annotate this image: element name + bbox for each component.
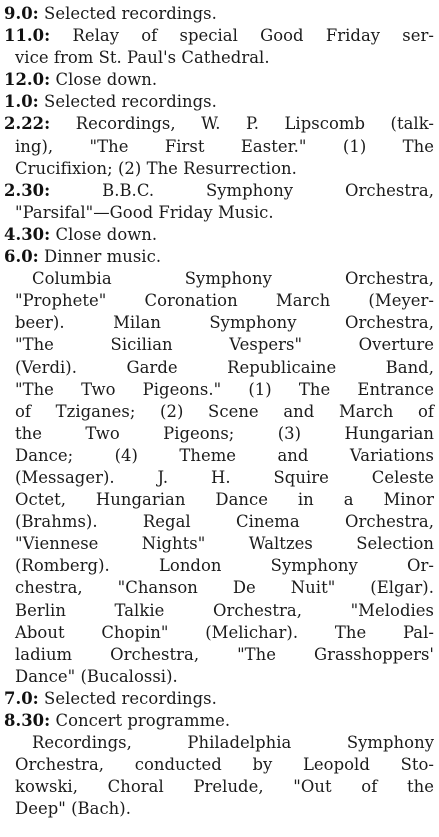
listing-entry (4, 3, 434, 25)
radio-programme-listing (4, 3, 434, 820)
listing-text: Close down. (55, 224, 158, 244)
paragraph-line: (Verdi). Garde Republicaine Band, (15, 357, 434, 377)
listing-text: Dinner music. (44, 247, 162, 267)
paragraph-line: (Brahms). Regal Cinema Orchestra, (15, 512, 434, 532)
paragraph-line: kowski, Choral Prelude, "Out of the (15, 777, 434, 797)
listing-entry (4, 180, 434, 202)
paragraph-line: chestra, "Chanson De Nuit" (Elgar). (15, 578, 434, 598)
paragraph-line: Dance; (4) Theme and Variations (15, 445, 434, 465)
listing-time: 1.0: (4, 92, 39, 112)
paragraph-line: of Tziganes; (2) Scene and March of (15, 401, 434, 421)
listing-time: 8.30: (4, 711, 51, 730)
paragraph-line: Orchestra, conducted by Leopold Sto- (15, 755, 434, 775)
paragraph-line: (Messager). J. H. Squire Celeste (15, 467, 434, 487)
listing-time: 2.30: (4, 180, 51, 200)
listing-entry (4, 25, 434, 47)
listing-entry (4, 710, 434, 732)
listing-entry (4, 246, 434, 268)
paragraph-line: "The Two Pigeons." (1) The Entrance (15, 379, 434, 399)
listing-text: Close down. (55, 70, 158, 90)
listing-time: 4.30: (4, 224, 51, 244)
listing-time: 2.22: (4, 114, 51, 134)
listing-time: 6.0: (4, 247, 39, 267)
paragraph-line: "The Sicilian Vespers" Overture (15, 335, 434, 355)
listing-entry (4, 688, 434, 710)
listing-text: Relay of special Good Friday ser- (72, 26, 434, 46)
paragraph-line: (Romberg). London Symphony Or- (15, 556, 434, 576)
listing-text: Selected recordings. (44, 92, 217, 112)
listing-text: Selected recordings. (44, 688, 217, 708)
paragraph-line: ladium Orchestra, "The Grasshoppers' (15, 644, 434, 664)
paragraph-line: Octet, Hungarian Dance in a Minor (15, 490, 434, 510)
paragraph-line: About Chopin" (Melichar). The Pal- (15, 622, 434, 642)
paragraph-line: Deep" (Bach). (15, 799, 131, 819)
listing-time: 11.0: (4, 26, 51, 46)
paragraph-line: the Two Pigeons; (3) Hungarian (15, 423, 434, 443)
listing-text: Recordings, W. P. Lipscomb (talk- (75, 114, 435, 134)
listing-text-continued: "Parsifal"—Good Friday Music. (15, 202, 274, 222)
listing-text: Selected recordings. (44, 4, 217, 23)
paragraph-line: Dance" (Bucalossi). (15, 666, 178, 686)
paragraph-line: "Viennese Nights" Waltzes Selection (15, 534, 434, 554)
listing-entry (4, 113, 434, 135)
listing-entry (4, 224, 434, 246)
paragraph-line: "Prophete" Coronation March (Meyer- (15, 291, 434, 311)
paragraph-line: beer). Milan Symphony Orchestra, (15, 313, 434, 333)
listing-text-continued: Crucifixion; (2) The Resurrection. (15, 158, 297, 178)
paragraph-line: Recordings, Philadelphia Symphony (32, 733, 434, 753)
listing-text: B.B.C. Symphony Orchestra, (102, 180, 435, 200)
paragraph-line: Columbia Symphony Orchestra, (32, 269, 434, 289)
paragraph-line: Berlin Talkie Orchestra, "Melodies (15, 600, 434, 620)
listing-text-continued: ing), "The First Easter." (1) The (15, 136, 434, 156)
listing-time: 9.0: (4, 4, 39, 23)
listing-entry (4, 91, 434, 113)
listing-text-continued: vice from St. Paul's Cathedral. (15, 48, 270, 68)
listing-entry (4, 69, 434, 91)
listing-time: 7.0: (4, 688, 39, 708)
listing-time: 12.0: (4, 70, 51, 90)
listing-text: Concert programme. (55, 711, 231, 730)
